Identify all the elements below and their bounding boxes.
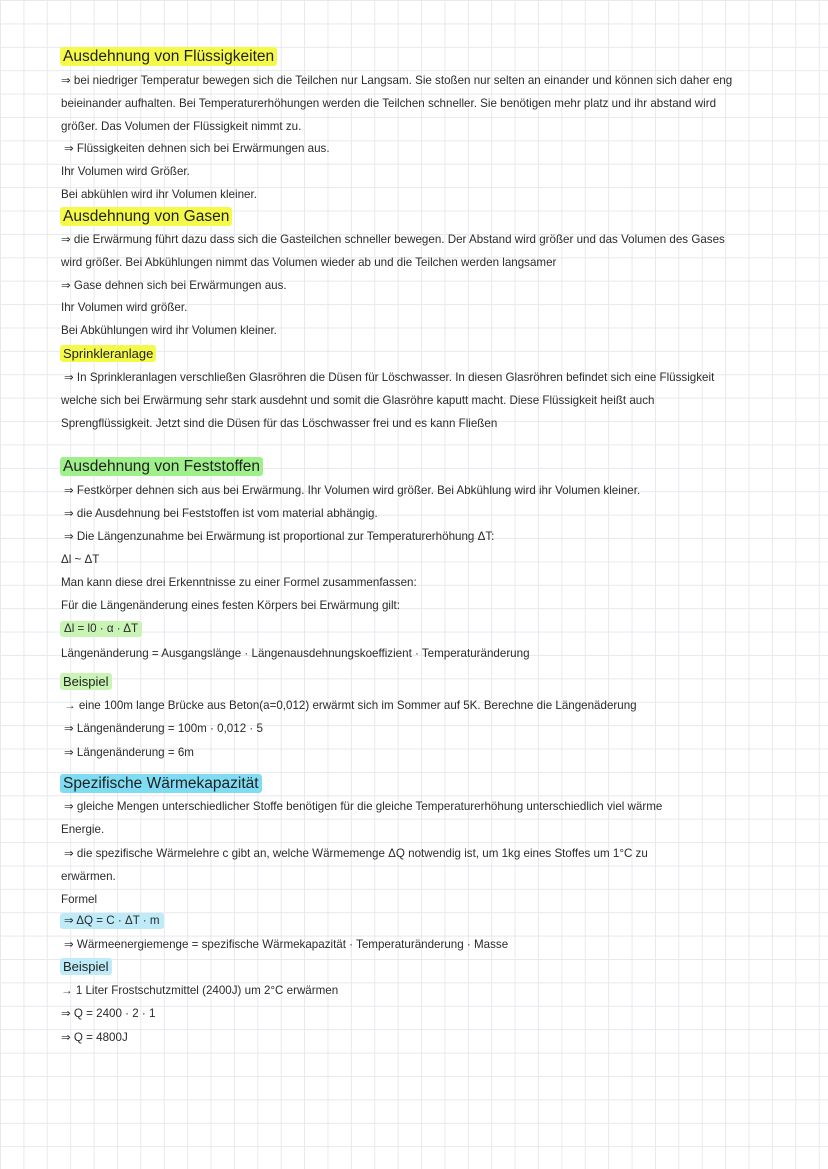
text-line: Formel	[61, 893, 98, 906]
heading-sprinkleranlage: Sprinkleranlage	[60, 345, 156, 362]
text-line: ⇒ Festkörper dehnen sich aus bei Erwärmung. Ihr Volumen wird größer. Bei Abkühlung wird ihr Volumen kleiner.	[64, 484, 641, 497]
example-heading: Beispiel	[60, 673, 112, 690]
example-line: → eine 100m lange Brücke aus Beton(a=0,012) erwärmt sich im Sommer auf 5K. Berechne die Längenäderung	[64, 699, 637, 712]
text-line: Man kann diese drei Erkenntnisse zu einer Formel zusammenfassen:	[61, 576, 417, 589]
text-line: Ihr Volumen wird größer.	[61, 301, 188, 314]
heading-gase: Ausdehnung von Gasen	[60, 207, 232, 226]
text-line: Für die Längenänderung eines festen Körpers bei Erwärmung gilt:	[61, 599, 400, 612]
text-line: Δl ~ ΔT	[61, 553, 100, 566]
heading-feststoffe: Ausdehnung von Feststoffen	[60, 457, 263, 476]
example-line: ⇒ Q = 4800J	[61, 1031, 128, 1044]
text-line: Energie.	[61, 823, 105, 836]
example-line: ⇒ Längenänderung = 6m	[64, 746, 194, 759]
text-line: ⇒ In Sprinkleranlagen verschließen Glasröhren die Düsen für Löschwasser. In diesen Glasröhren befindet sich eine Flüssigkeit	[64, 371, 715, 384]
text-line: Sprengflüssigkeit. Jetzt sind die Düsen für das Löschwasser frei und es kann Fließen	[61, 417, 498, 430]
text-line: größer. Das Volumen der Flüssigkeit nimmt zu.	[61, 120, 302, 133]
text-line: ⇒ die Erwärmung führt dazu dass sich die Gasteilchen schneller bewegen. Der Abstand wird größer und das Volumen des Gases	[61, 233, 725, 246]
text-line: ⇒ Flüssigkeiten dehnen sich bei Erwärmungen aus.	[64, 142, 330, 155]
text-line: Bei Abkühlungen wird ihr Volumen kleiner.	[61, 324, 277, 337]
text-line: wird größer. Bei Abkühlungen nimmt das Volumen wieder ab und die Teilchen werden langsamer	[61, 256, 557, 269]
text-line: Ihr Volumen wird Größer.	[61, 165, 190, 178]
example-heading: Beispiel	[60, 958, 112, 975]
formula-waermemenge: ⇒ ΔQ = C · ΔT · m	[60, 913, 164, 929]
text-line: ⇒ Gase dehnen sich bei Erwärmungen aus.	[61, 279, 287, 292]
heading-waermekapazitaet: Spezifische Wärmekapazität	[60, 774, 262, 793]
text-line: welche sich bei Erwärmung sehr stark ausdehnt und somit die Glasröhre kaputt macht. Diese Flüssigkeit heißt auch	[61, 394, 655, 407]
text-line: ⇒ bei niedriger Temperatur bewegen sich die Teilchen nur Langsam. Sie stoßen nur selten an einander und können sich daher eng	[61, 74, 733, 87]
example-line: ⇒ Längenänderung = 100m · 0,012 · 5	[64, 722, 263, 735]
text-line: ⇒ gleiche Mengen unterschiedlicher Stoffe benötigen für die gleiche Temperaturerhöhung unterschiedlich viel wärme	[64, 800, 663, 813]
text-line: ⇒ die spezifische Wärmelehre c gibt an, welche Wärmemenge ΔQ notwendig ist, um 1kg eines Stoffes um 1°C zu	[64, 847, 648, 860]
formula-words: ⇒ Wärmeenergiemenge = spezifische Wärmekapazität · Temperaturänderung · Masse	[64, 938, 509, 951]
text-line: ⇒ Die Längenzunahme bei Erwärmung ist proportional zur Temperaturerhöhung ΔT:	[64, 530, 495, 543]
heading-fluessigkeiten: Ausdehnung von Flüssigkeiten	[60, 47, 277, 66]
example-line: → 1 Liter Frostschutzmittel (2400J) um 2°C erwärmen	[61, 984, 339, 997]
text-line: beieinander aufhalten. Bei Temperaturerhöhungen werden die Teilchen schneller. Sie benötigen mehr platz und ihr abstand wird	[61, 97, 717, 110]
text-line: ⇒ die Ausdehnung bei Feststoffen ist vom material abhängig.	[64, 507, 378, 520]
text-line: erwärmen.	[61, 870, 116, 883]
example-line: ⇒ Q = 2400 · 2 · 1	[61, 1007, 156, 1020]
formula-words: Längenänderung = Ausgangslänge · Längenausdehnungskoeffizient · Temperaturänderung	[61, 647, 530, 660]
text-line: Bei abkühlen wird ihr Volumen kleiner.	[61, 188, 257, 201]
formula-laengenaenderung: Δl = l0 · α · ΔT	[60, 621, 142, 637]
